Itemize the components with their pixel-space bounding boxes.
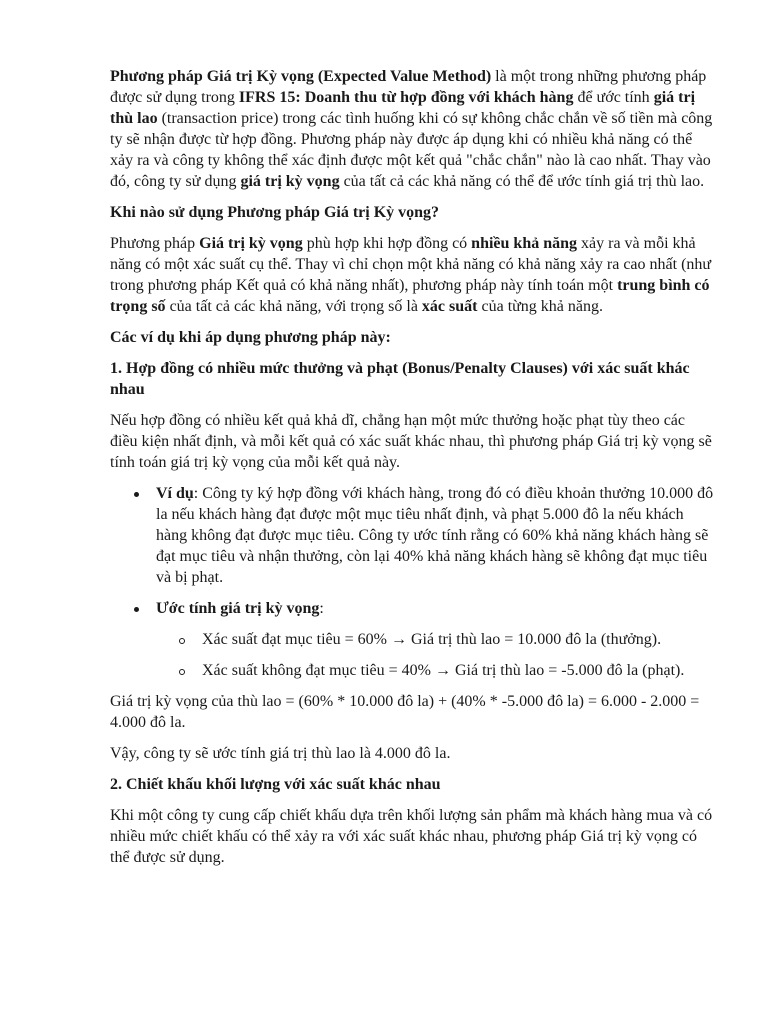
standard-name: IFRS 15: Doanh thu từ hợp đồng với khách hàng xyxy=(238,89,574,106)
examples-heading: Các ví dụ khi áp dụng phương pháp này: xyxy=(110,329,391,346)
calculation-paragraph: Giá trị kỳ vọng của thù lao = (60% * 10.000 đô la) + (40% * -5.000 đô la) = 6.000 - 2.000 = 4.000 đô la. xyxy=(110,693,700,731)
document-page xyxy=(110,66,715,878)
example1-bullet-list xyxy=(110,483,715,681)
example1-heading: 1. Hợp đồng có nhiều mức thưởng và phạt (Bonus/Penalty Clauses) với xác suất khác nhau xyxy=(110,360,690,398)
sub-list xyxy=(156,629,715,681)
method-name: Phương pháp Giá trị Kỳ vọng (Expected Value Method) xyxy=(110,68,492,85)
example1-paragraph: Nếu hợp đồng có nhiều kết quả khả dĩ, chẳng hạn một mức thưởng hoặc phạt tùy theo các điều kiện nhất định, và mỗi kết quả có xác suất khác nhau, thì phương pháp Giá trị kỳ vọng sẽ tính toán giá trị kỳ vọng của mỗi kết quả này. xyxy=(110,412,712,471)
list-item: Ví dụ: Công ty ký hợp đồng với khách hàng, trong đó có điều khoản thưởng 10.000 đô la nếu khách hàng đạt được một mục tiêu nhất định, và phạt 5.000 đô la nếu khách hàng không đạt được mục tiêu. Công ty ước tính rằng có 60% khả năng khách hàng sẽ đạt mục tiêu và nhận thưởng, còn lại 40% khả năng khách hàng sẽ không đạt mục tiêu và bị phạt. xyxy=(156,485,714,586)
conclusion-paragraph: Vậy, công ty sẽ ước tính giá trị thù lao là 4.000 đô la. xyxy=(110,745,451,762)
intro-paragraph: Phương pháp Giá trị Kỳ vọng (Expected Value Method) là một trong những phương pháp được sử dụng trong IFRS 15: Doanh thu từ hợp đồng với khách hàng để ước tính giá trị thù lao (transaction price) trong các tình huống khi có sự không chắc chắn về số tiền mà công ty sẽ nhận được từ hợp đồng. Phương pháp này được áp dụng khi có nhiều khả năng có thể xảy ra và công ty không thể xác định được một kết quả "chắc chắn" nào là cao nhất. Thay vào đó, công ty sử dụng giá trị kỳ vọng của tất cả các khả năng có thể để ước tính giá trị thù lao. xyxy=(110,68,713,190)
when-paragraph: Phương pháp Giá trị kỳ vọng phù hợp khi hợp đồng có nhiều khả năng xảy ra và mỗi khả năng có một xác suất cụ thể. Thay vì chỉ chọn một khả năng có khả năng xảy ra cao nhất (như trong phương pháp Kết quả có khả năng nhất), phương pháp này tính toán một trung bình có trọng số của tất cả các khả năng, với trọng số là xác suất của từng khả năng. xyxy=(110,235,712,315)
example2-paragraph: Khi một công ty cung cấp chiết khấu dựa trên khối lượng sản phẩm mà khách hàng mua và có nhiều mức chiết khấu có thể xảy ra với xác suất khác nhau, phương pháp Giá trị kỳ vọng có thể được sử dụng. xyxy=(110,807,713,866)
when-heading: Khi nào sử dụng Phương pháp Giá trị Kỳ vọng? xyxy=(110,204,440,221)
sub-list-item: Xác suất đạt mục tiêu = 60% → Giá trị thù lao = 10.000 đô la (thưởng). xyxy=(202,629,715,650)
example2-heading: 2. Chiết khấu khối lượng với xác suất khác nhau xyxy=(110,776,441,793)
sub-list-item: Xác suất không đạt mục tiêu = 40% → Giá trị thù lao = -5.000 đô la (phạt). xyxy=(202,660,715,681)
list-item: Ước tính giá trị kỳ vọng: Xác suất đạt mục tiêu = 60% → Giá trị thù lao = 10.000 đô la (thưởng). Xác suất không đạt mục tiêu = 40% → Giá trị thù lao = -5.000 đô la (phạt). xyxy=(156,598,715,681)
